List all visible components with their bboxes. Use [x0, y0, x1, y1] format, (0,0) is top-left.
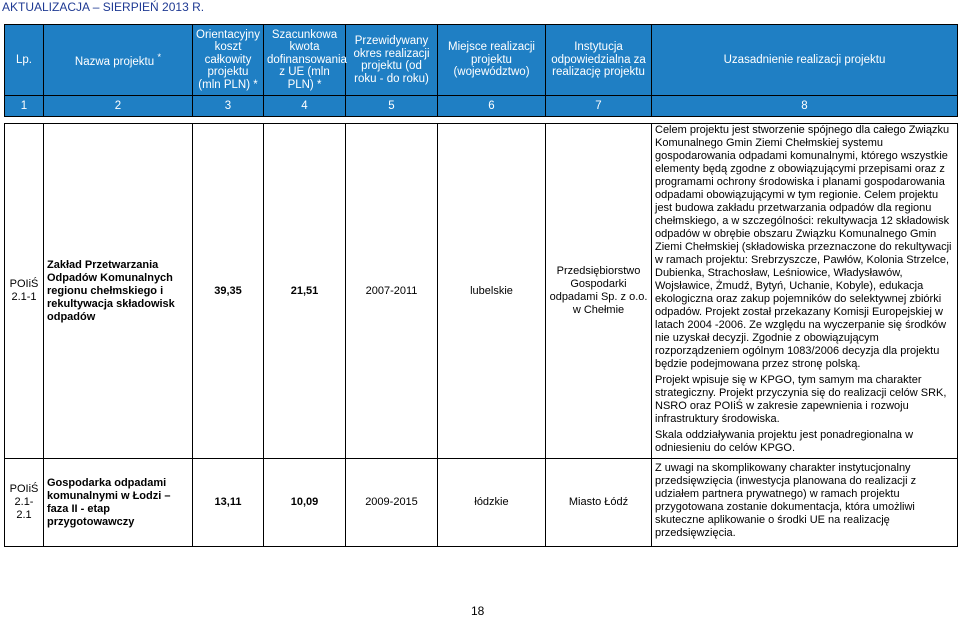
- row-project-name: Gospodarka odpadami komunalnymi w Łodzi – faza II - etap przygotowawczy: [44, 459, 193, 547]
- row-period: 2009-2015: [346, 459, 438, 547]
- column-number: 4: [264, 96, 346, 117]
- row-period: 2007-2011: [346, 124, 438, 459]
- header-institution: Instytucja odpowiedzialna za realizację projektu: [546, 25, 652, 96]
- header-justification: Uzasadnienie realizacji projektu: [652, 25, 958, 96]
- column-number: 1: [5, 96, 44, 117]
- column-number: 8: [652, 96, 958, 117]
- header-place: Miejsce realizacji projektu (województwo): [438, 25, 546, 96]
- column-number-row: [5, 96, 958, 117]
- header-period: Przewidywany okres realizacji projektu (od roku - do roku): [346, 25, 438, 96]
- spacer-row: [5, 117, 958, 124]
- justification-paragraph: Projekt wpisuje się w KPGO, tym samym ma charakter strategiczny. Projekt przyczynia się do realizacji celów SRK, NSRO oraz POIiŚ w zakresie zapewnienia i rozwoju infrastruktury środowiska.: [655, 374, 947, 425]
- row-place: lubelskie: [438, 124, 546, 459]
- column-number: 3: [193, 96, 264, 117]
- row-justification: [652, 459, 958, 547]
- row-total-cost: 13,11: [193, 459, 264, 547]
- header-name: [44, 25, 193, 96]
- justification-paragraph: Skala oddziaływania projektu jest ponadregionalna w odniesieniu do celów KPGO.: [655, 429, 914, 454]
- header-name-text: Nazwa projektu: [74, 55, 158, 68]
- table-row: [5, 459, 958, 547]
- column-number: 7: [546, 96, 652, 117]
- page-number: 18: [471, 604, 485, 618]
- column-number: 5: [346, 96, 438, 117]
- header-row: [5, 25, 958, 96]
- row-justification: [652, 124, 958, 459]
- header-lp: Lp.: [5, 25, 44, 96]
- row-total-cost: 39,35: [193, 124, 264, 459]
- row-lp: POIiŚ 2.1-1: [5, 124, 44, 459]
- column-number: 2: [44, 96, 193, 117]
- header-cofinancing: Szacunkowa kwota dofinansowania z UE (mln PLN) *: [264, 25, 346, 96]
- row-institution: Miasto Łódź: [546, 459, 652, 547]
- spacer-cell: [5, 117, 958, 124]
- row-cofinancing: 21,51: [264, 124, 346, 459]
- justification-paragraph: Celem projektu jest stworzenie spójnego dla całego Związku Komunalnego Gmin Ziemi Chełmskiej systemu gospodarowania odpadami komunalnymi, którego wszystkie elementy będą zgodne z obowiązującymi przepisami oraz z programami ochrony środowiska i planami gospodarowania odpadami obowiązującymi w tym regionie. Celem projektu jest budowa zakładu przetwarzania odpadów dla regionu chełmskiego, a w szczególności: rekultywacja 12 składowisk odpadów w obrębie obszaru Związku Komunalnego Gmin Ziemi Chełmskiej (składowiska przeznaczone do rekultywacji w ramach projektu: Srebrzyszcze, Pawłów, Kolonia Strzelce, Dubienka, Strachosław, Leśniowice, Władysławów, Wojsławice, Żmudź, Bytyń, Uchanie, Kobyle), edukacja ekologiczna oraz zakup pojemników do selektywnej zbiórki odpadów. Projekt został przekazany Komisji Europejskiej w latach 2004 -2006. Ze względu na wyczerpanie się środków nie uzyskał decyzji. Zgodnie z obowiązującym rozporządzeniem ogólnym 1083/2006 decyzja dla projektu będzie podejmowana przez stronę polską.: [655, 124, 952, 370]
- row-place: łódzkie: [438, 459, 546, 547]
- document-banner: AKTUALIZACJA – SIERPIEŃ 2013 R.: [2, 0, 205, 14]
- row-project-name: Zakład Przetwarzania Odpadów Komunalnych regionu chełmskiego i rekultywacja składowisk odpadów: [44, 124, 193, 459]
- row-lp: POIiŚ 2.1-2.1: [5, 459, 44, 547]
- justification-paragraph: Z uwagi na skomplikowany charakter instytucjonalny przedsięwzięcia (inwestycja planowana do realizacji z udziałem partnera prywatnego) w ramach projektu przygotowana zostanie dokumentacja, która umożliwi skuteczne aplikowanie o środki UE na realizację przedsięwzięcia.: [655, 462, 917, 539]
- column-number: 6: [438, 96, 546, 117]
- header-total-cost: Orientacyjny koszt całkowity projektu (mln PLN) *: [193, 25, 264, 96]
- row-cofinancing: 10,09: [264, 459, 346, 547]
- projects-table: [4, 24, 958, 547]
- header-name-mark: *: [157, 51, 162, 63]
- table-row: [5, 124, 958, 459]
- row-institution: Przedsiębiorstwo Gospodarki odpadami Sp. z o.o. w Chełmie: [546, 124, 652, 459]
